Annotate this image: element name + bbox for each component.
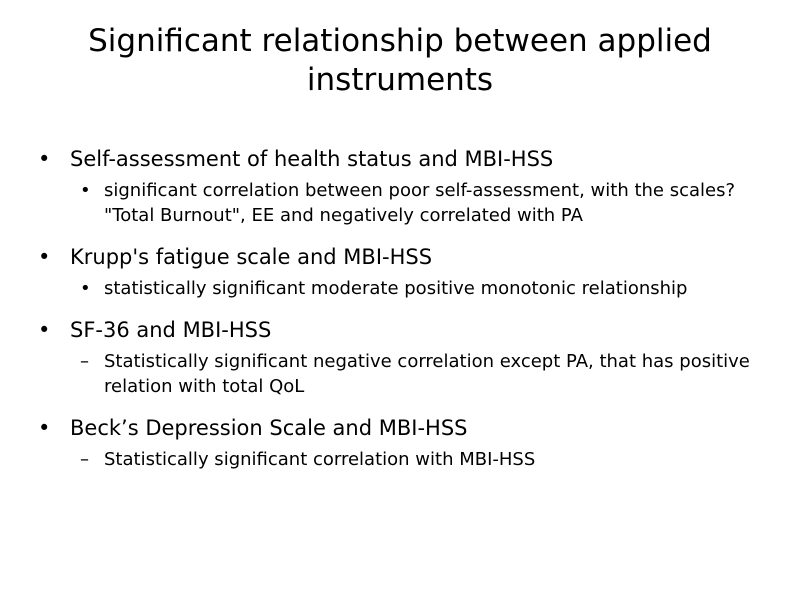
bullet-marker: • [38,147,51,171]
sub-bullet-text: significant correlation between poor self-assessment, with the scales? "Total Burnout", EE and negatively correlated with PA [104,180,736,226]
bullet-marker: • [38,416,51,440]
sub-bullet-item-beck [80,447,758,472]
bullet-text: Beck’s Depression Scale and MBI-HSS [70,416,468,440]
sub-bullet-marker: • [80,278,91,299]
sub-bullet-marker: – [80,449,89,470]
sub-bullet-item-krupp [80,276,758,301]
sub-bullet-text: Statistically significant negative correlation except PA, that has positive relation with total QoL [104,351,750,397]
bullet-item-sf36 [38,315,758,345]
sub-bullet-marker: • [80,180,91,201]
sub-bullet-item-self-assessment [80,178,758,228]
bullet-marker: • [38,245,51,269]
bullet-item-beck [38,413,758,443]
slide-content [38,144,758,486]
sub-bullet-marker: – [80,351,89,372]
bullet-text: Self-assessment of health status and MBI-HSS [70,147,554,171]
bullet-text: Krupp's fatigue scale and MBI-HSS [70,245,433,269]
bullet-item-self-assessment [38,144,758,174]
bullet-text: SF-36 and MBI-HSS [70,318,272,342]
sub-bullet-text: Statistically significant correlation with MBI-HSS [104,449,536,470]
sub-bullet-item-sf36 [80,349,758,399]
slide-title: Significant relationship between applied instruments [88,23,712,98]
bullet-marker: • [38,318,51,342]
bullet-item-krupp [38,242,758,272]
sub-bullet-text: statistically significant moderate positive monotonic relationship [104,278,688,299]
